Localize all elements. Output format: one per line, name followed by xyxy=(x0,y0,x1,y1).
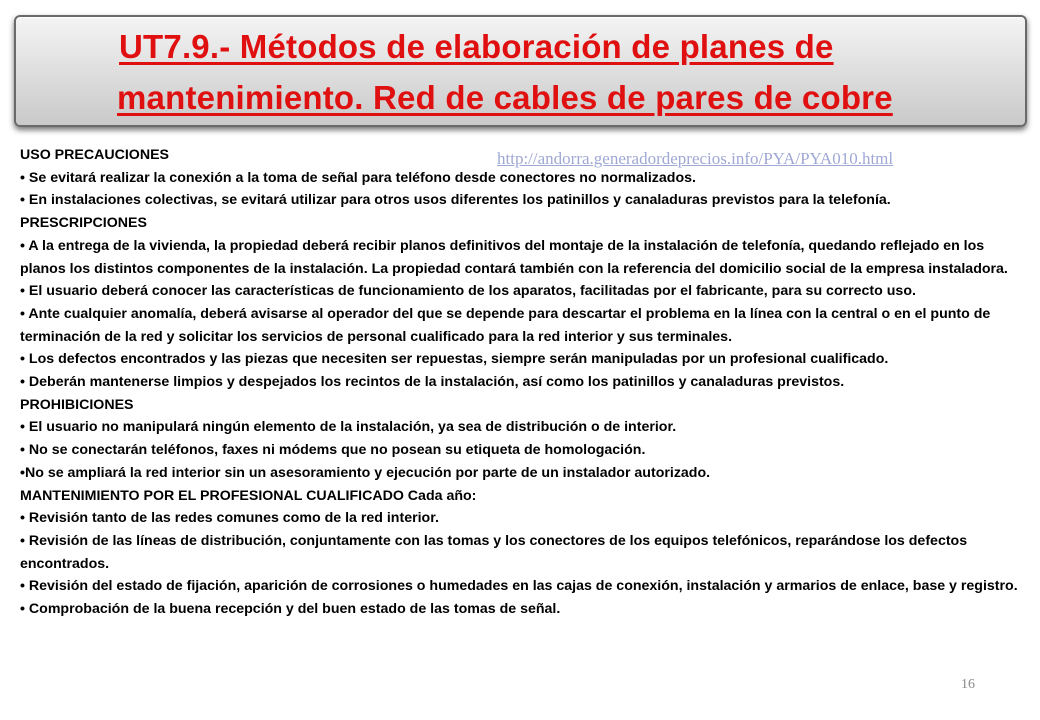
slide-title-line-2: mantenimiento. Red de cables de pares de cobre xyxy=(117,79,893,116)
heading-prescripciones: PRESCRIPCIONES xyxy=(20,215,147,232)
bullet-item: • Revisión de las líneas de distribución, conjuntamente con las tomas y los conectores de los equipos telefónicos, reparándose los defectos encontrados. xyxy=(20,532,968,572)
heading-prohibiciones: PROHIBICIONES xyxy=(20,396,134,413)
bullet-item: • Revisión del estado de fijación, aparición de corrosiones o humedades en las cajas de conexión, instalación y armarios de enlace, base y registro. xyxy=(20,578,1018,595)
bullet-item: • No se conectarán teléfonos, faxes ni módems que no posean su etiqueta de homologación. xyxy=(20,442,646,459)
slide-body-text xyxy=(20,144,1030,621)
source-link[interactable]: http://andorra.generadordeprecios.info/PYA/PYA010.html xyxy=(497,149,894,168)
bullet-item: • Ante cualquier anomalía, deberá avisarse al operador del que se depende para descartar el problema en la línea con la central o en el punto de terminación de la red y solicitar los servicios de personal cualificado para la red interior y sus terminales. xyxy=(20,305,991,345)
heading-mantenimiento: MANTENIMIENTO POR EL PROFESIONAL CUALIFICADO Cada año: xyxy=(20,487,477,504)
bullet-item: • Revisión tanto de las redes comunes como de la red interior. xyxy=(20,510,439,527)
bullet-item: • El usuario deberá conocer las características de funcionamiento de los aparatos, facilitadas por el fabricante, para su correcto uso. xyxy=(20,283,916,300)
bullet-item: • A la entrega de la vivienda, la propiedad deberá recibir planos definitivos del montaje de la instalación de telefonía, quedando reflejado en los planos los distintos componentes de la instalación. La propiedad contará también con la referencia del domicilio social de la empresa instaladora. xyxy=(20,237,1008,277)
bullet-item: • En instalaciones colectivas, se evitará utilizar para otros usos diferentes los patinillos y canaladuras previstos para la telefonía. xyxy=(20,192,891,209)
page-number: 16 xyxy=(961,677,975,692)
bullet-item: • Los defectos encontrados y las piezas que necesiten ser repuestas, siempre serán manipuladas por un profesional cualificado. xyxy=(20,351,889,368)
bullet-item: • Deberán mantenerse limpios y despejados los recintos de la instalación, así como los patinillos y canaladuras previstos. xyxy=(20,374,845,391)
heading-uso-precauciones: USO PRECAUCIONES xyxy=(20,147,169,163)
bullet-item: • Se evitará realizar la conexión a la toma de señal para teléfono desde conectores no normalizados. xyxy=(20,169,696,186)
bullet-item: • Comprobación de la buena recepción y del buen estado de las tomas de señal. xyxy=(20,601,561,618)
bullet-item: • El usuario no manipulará ningún elemento de la instalación, ya sea de distribución o de interior. xyxy=(20,419,677,436)
bullet-item: •No se ampliará la red interior sin un asesoramiento y ejecución por parte de un instalador autorizado. xyxy=(20,464,711,481)
slide-title-line-1: UT7.9.- Métodos de elaboración de planes de xyxy=(119,28,834,65)
